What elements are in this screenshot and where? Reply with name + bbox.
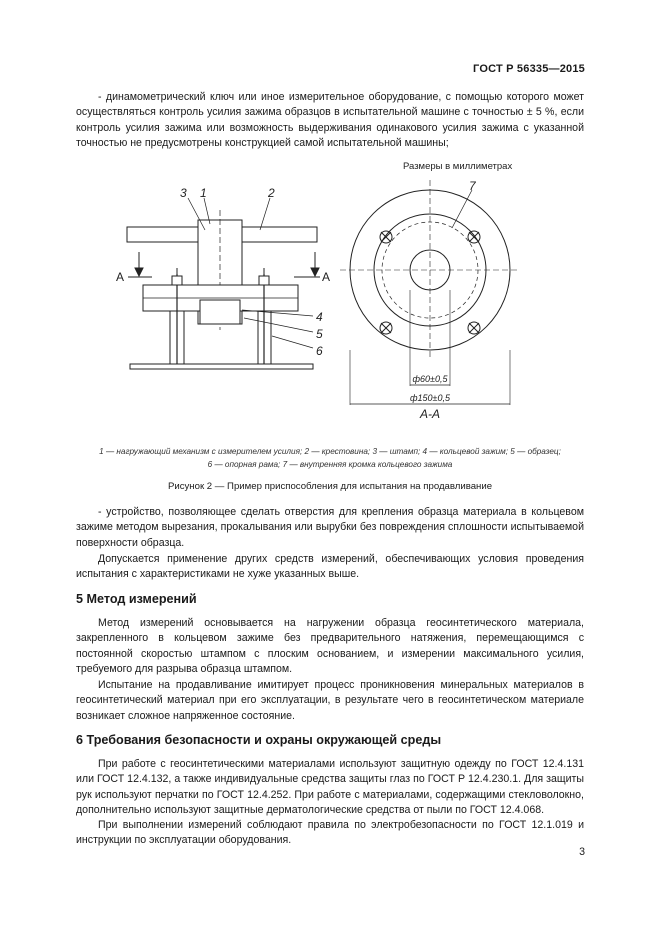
section-5-paragraph-2: Испытание на продавливание имитирует процесс проникновения минеральных материалов в геосинтетический материал при его эксплуатации, в результате чего в геосинтетическом материале возникает сложное напряженное состояние. <box>76 679 584 722</box>
page-number: 3 <box>579 846 585 858</box>
outer-diameter-dimension: ф150±0,5 <box>410 393 450 403</box>
legend-line-2: 6 — опорная рама; 7 — внутренняя кромка кольцевого зажима <box>207 460 453 469</box>
support-frame-base <box>130 364 313 369</box>
alternatives-paragraph: Допускается применение других средств измерений, обеспечивающих условия проведения испытания с характеристиками не хуже указанных выше. <box>76 553 584 581</box>
inner-diameter-dimension: ф60±0,5 <box>412 374 448 384</box>
legend-line-1: 1 — нагружающий механизм с измерителем усилия; 2 — крестовина; 3 — штамп; 4 — кольцевой зажим; 5 — образец; <box>99 447 561 456</box>
label-6: 6 <box>316 344 323 358</box>
section-6-paragraph-1: При работе с геосинтетическими материалами используют защитную одежду по ГОСТ 12.4.131 или ГОСТ 12.4.132, а также индивидуальные средства защиты глаз по ГОСТ Р 12.4.230.1. Для защиты рук используют перчатки по ГОСТ 12.4.252. При работе с материалами, содержащими стекловолокно, дополнительно используют защитные дерматологические средства от пыли по ГОСТ 12.4.068. <box>76 758 584 816</box>
section-mark-left: А <box>116 270 125 284</box>
label-7: 7 <box>469 179 476 193</box>
label-3: 3 <box>180 186 187 200</box>
intro-paragraph: - динамометрический ключ или иное измерительное оборудование, с помощью которого может осуществляться контроль усилия зажима образцов в испытательной машине с точностью ± 5 %, если контроль усилия зажима или возможность выдерживания одинакового усилия зажима с указанной точностью не предусмотрены конструкцией самой испытательной машины; <box>76 91 584 149</box>
section-mark-right: А <box>322 270 331 284</box>
section-6-paragraph-2: При выполнении измерений соблюдают правила по электробезопасности по ГОСТ 12.1.019 и инструкции по эксплуатации оборудования. <box>76 819 584 847</box>
figure-caption: Рисунок 2 — Пример приспособления для испытания на продавливание <box>167 481 493 492</box>
label-4: 4 <box>316 310 323 324</box>
label-1: 1 <box>200 186 207 200</box>
device-paragraph: - устройство, позволяющее сделать отверстия для крепления образца материала в кольцевом зажиме методом вырезания, прокалывания или вырубки без повреждения сплошности испытываемой поверхности образца. <box>76 506 584 549</box>
figure-drawing <box>0 150 661 420</box>
section-view-title: А-А <box>419 407 441 420</box>
section-6-title: 6 Требования безопасности и охраны окружающей среды <box>76 733 442 747</box>
side-view-drawing <box>127 198 320 369</box>
label-5: 5 <box>316 327 323 341</box>
top-view-drawing <box>340 180 520 405</box>
document-header: ГОСТ Р 56335—2015 <box>473 63 585 75</box>
dimensions-note: Размеры в миллиметрах <box>403 161 513 172</box>
punch <box>200 300 240 324</box>
label-2: 2 <box>268 186 275 200</box>
section-5-paragraph-1: Метод измерений основывается на нагружении образца геосинтетического материала, закрепленного в кольцевом зажиме без предварительного натяжения, перемещающимся с постоянной скоростью штампом с плоским основанием, и измерении максимального усилия, требуемого для разрыва образца штампом. <box>76 617 584 675</box>
section-5-title: 5 Метод измерений <box>76 592 197 606</box>
figure-legend <box>60 445 600 471</box>
